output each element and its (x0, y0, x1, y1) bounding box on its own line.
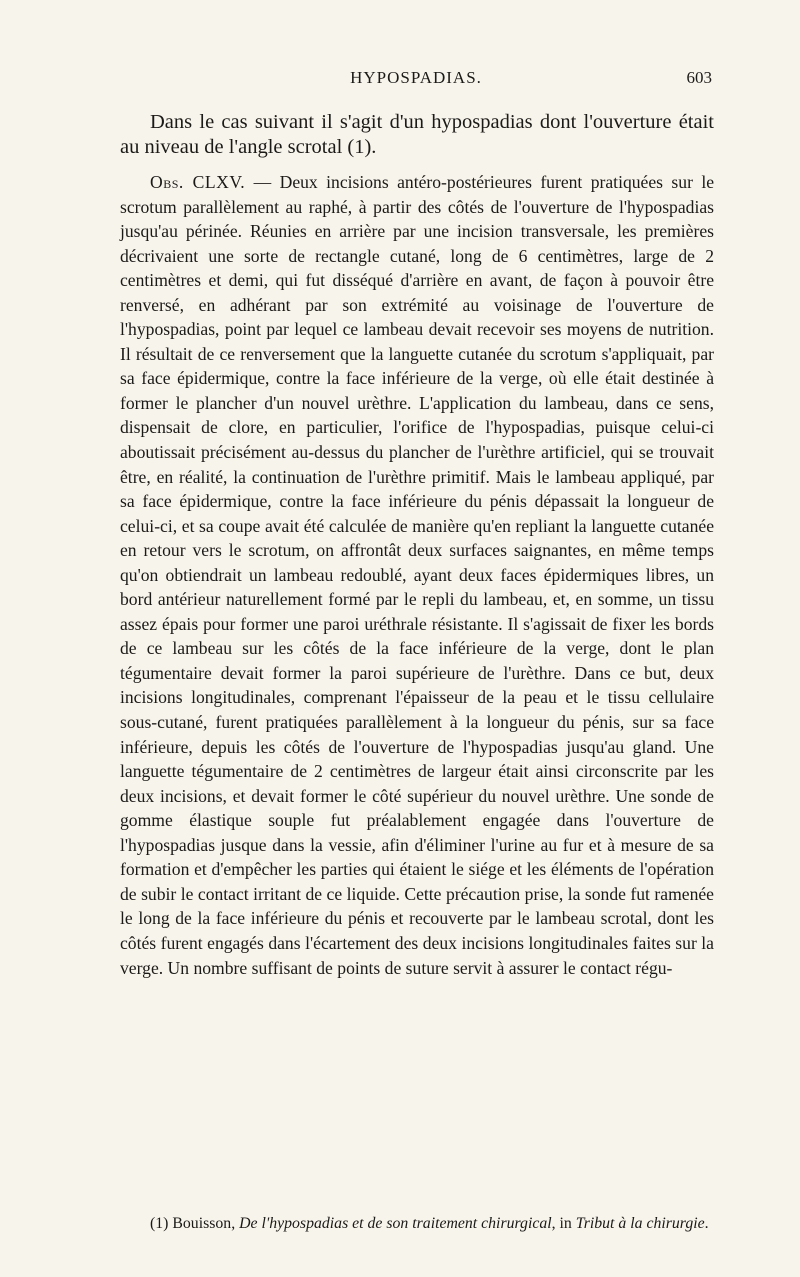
footnote-end: . (704, 1215, 709, 1232)
page-header (120, 68, 712, 92)
observation-label: Obs. CLXV. (150, 172, 246, 192)
footnote (120, 1214, 714, 1234)
footnote-connector: , in (551, 1215, 576, 1232)
footnote-title: De l'hypospadias et de son traitement chirurgical (239, 1215, 552, 1232)
footnote-author: Bouisson, (172, 1215, 240, 1232)
footnote-marker: (1) (150, 1215, 173, 1232)
running-title: HYPOSPADIAS. (350, 68, 482, 87)
page-number: 603 (686, 68, 712, 87)
footnote-source: Tribut à la chirurgie (575, 1215, 705, 1232)
observation-paragraph (120, 170, 714, 980)
observation-dash: — (245, 172, 280, 192)
observation-text: Deux incisions antéro-postérieures furent pratiquées sur le scrotum parallèlement au raphé, à partir des côtés de l'ouverture de l'hypospadias jusqu'au périnée. Réunies en arrière par une incision transversale, les premières décrivaient une sorte de rectangle cutané, long de 6 centimètres, large de 2 centimètres et demi, qui fut disséqué d'arrière en avant, de façon à pouvoir être renversé, en adhérant par son extrémité au voisinage de l'ouverture de l'hypospadias, point par lequel ce lambeau devait recevoir ses moyens de nutrition. Il résultait de ce renversement que la languette cutanée du scrotum s'appliquait, par sa face épidermique, contre la face inférieure de la verge, où elle était destinée à former le plancher d'un nouvel urèthre. L'application du lambeau, dans ce sens, dispensait de clore, en particulier, l'orifice de l'hypospadias, puisque celui-ci aboutissait précisément au-dessus du plancher de l'urèthre artificiel, qui se trouvait être, en réalité, la continuation de l'urèthre primitif. Mais le lambeau appliqué, par sa face épidermique, contre la face inférieure du pénis dépassait la longueur de celui-ci, et sa coupe avait été calculée de manière qu'en repliant la languette cutanée en retour vers le scrotum, on affrontât deux surfaces saignantes, en même temps qu'on obtiendrait un lambeau redoublé, ayant deux faces épidermiques libres, un bord antérieur naturellement formé par le repli du lambeau, et, en somme, un tissu assez épais pour former une paroi uréthrale résistante. Il s'agissait de fixer les bords de ce lambeau sur les côtés de la face inférieure de la verge, dont le plan tégumentaire devait former la paroi supérieure de l'urèthre. Dans ce but, deux incisions longitudinales, comprenant l'épaisseur de la peau et le tissu cellulaire sous-cutané, furent pratiquées parallèlement à la longueur du pénis, sur sa face inférieure, depuis les côtés de l'ouverture de l'hypospadias jusqu'au gland. Une languette tégumentaire de 2 centimètres de largeur était ainsi circonscrite par les deux incisions, et devait former le côté supérieur du nouvel urèthre. Une sonde de gomme élastique souple fut préalablement engagée dans l'ouverture de l'hypospadias jusque dans la vessie, afin d'éliminer l'urine au fur et à mesure de sa formation et d'empêcher les parties qui étaient le siége et les éléments de l'opération de subir le contact irritant de ce liquide. Cette précaution prise, la sonde fut ramenée le long de la face inférieure du pénis et recouverte par le lambeau scrotal, dont les côtés furent engagés dans l'écartement des deux incisions longitudinales faites sur la verge. Un nombre suffisant de points de suture servit à assurer le contact régu- (120, 172, 715, 978)
body-text (120, 110, 714, 980)
intro-paragraph: Dans le cas suivant il s'agit d'un hypospadias dont l'ouverture était au niveau de l'angle scrotal (1). (120, 111, 714, 158)
